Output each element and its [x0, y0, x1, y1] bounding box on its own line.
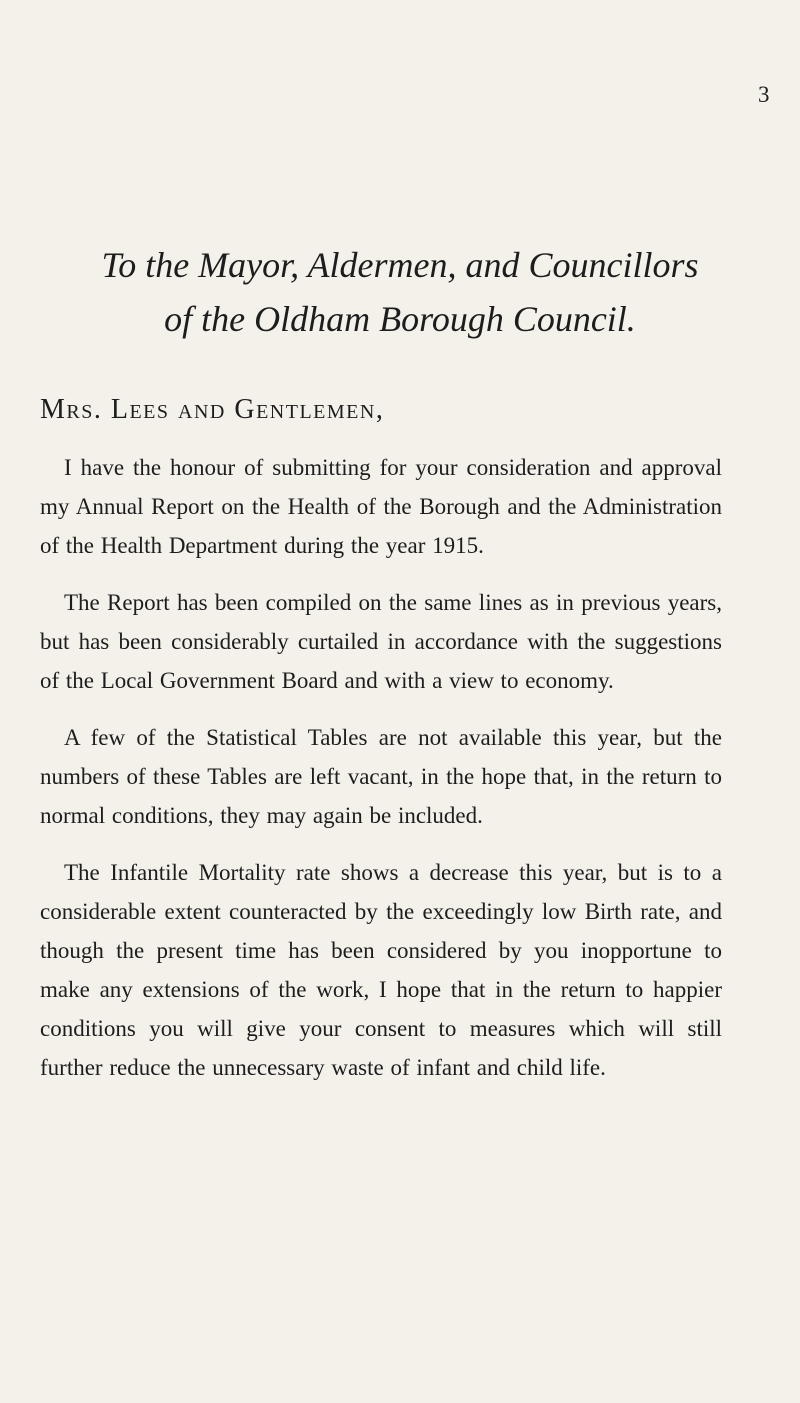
- address-title-line-1: To the Mayor, Aldermen, and Councillors: [101, 245, 699, 285]
- page-number: 3: [758, 82, 770, 107]
- salutation: Mrs. Lees and Gentlemen,: [40, 394, 385, 425]
- paragraph-3: A few of the Statistical Tables are not available this year, but the numbers of these Tables are left vacant, in the hope that, in the return to normal conditions, they may again be included.: [40, 725, 722, 828]
- paragraph-1: I have the honour of submitting for your consideration and approval my Annual Report on the Health of the Borough and the Administration of the Health Department during the year 1915.: [40, 455, 722, 558]
- address-title-line-2: of the Oldham Borough Council.: [164, 299, 636, 339]
- letter-body: [40, 448, 722, 1105]
- paragraph-2: The Report has been compiled on the same lines as in previous years, but has been considerably curtailed in accordance with the suggestions of the Local Government Board and with a view to economy.: [40, 590, 722, 693]
- paragraph-4: The Infantile Mortality rate shows a decrease this year, but is to a considerable extent counteracted by the exceedingly low Birth rate, and though the present time has been considered by you inopportune to make any extensions of the work, I hope that in the return to happier conditions you will give your consent to measures which will still further reduce the unnecessary waste of infant and child life.: [40, 860, 722, 1080]
